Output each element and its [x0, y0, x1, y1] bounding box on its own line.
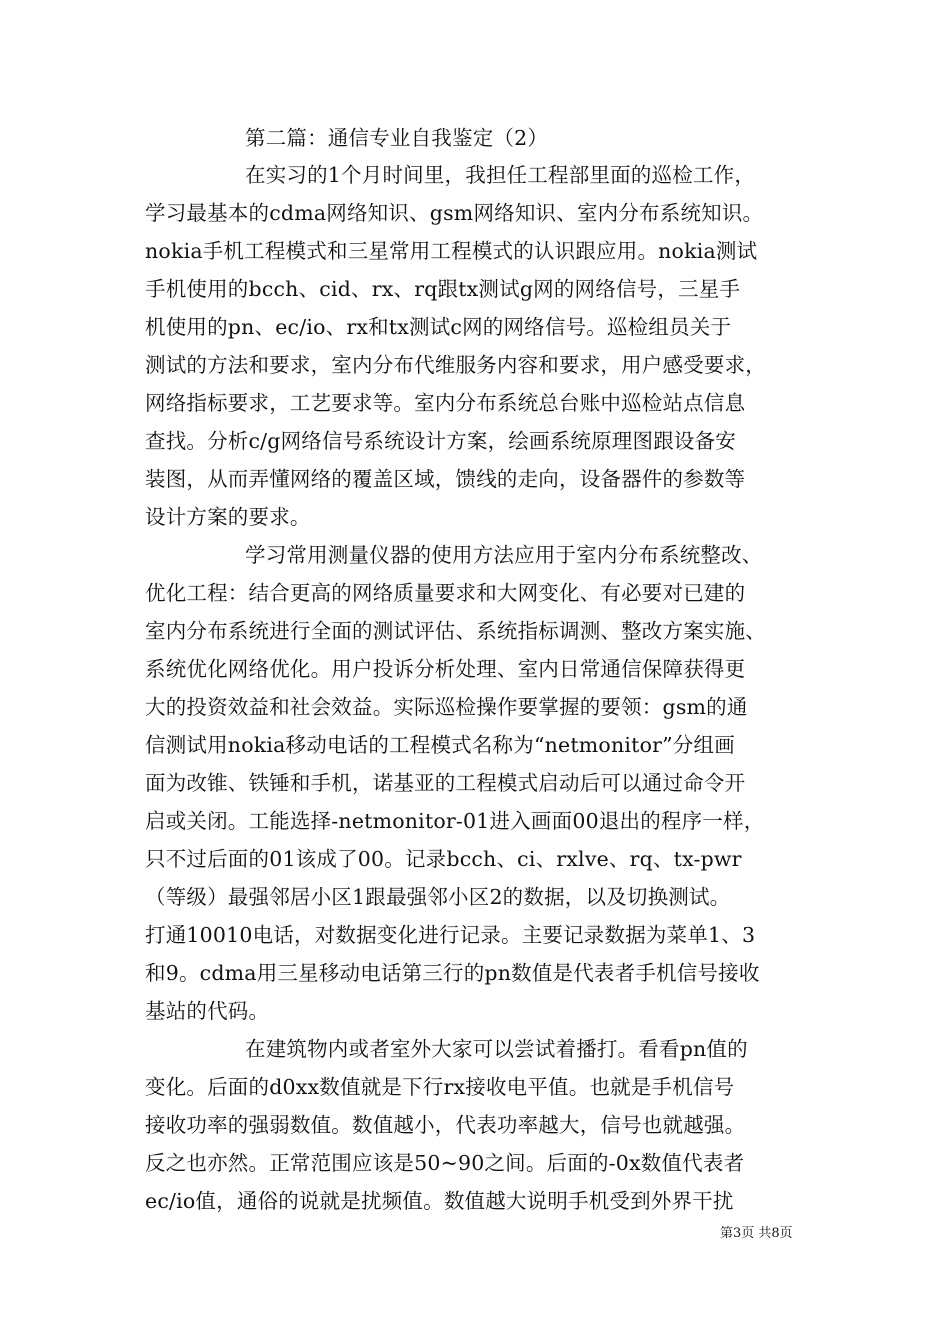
text-line: 接收功率的强弱数值。数值越小，代表功率越大，信号也就越强。 — [145, 1113, 746, 1137]
page-number-footer: 第3页 共8页 — [720, 1226, 793, 1241]
text-line: 面为改锥、铁锤和手机，诺基亚的工程模式启动后可以通过命令开 — [145, 771, 746, 795]
text-line: 装图，从而弄懂网络的覆盖区域，馈线的走向，设备器件的参数等 — [145, 467, 746, 491]
text-line: 信测试用nokia移动电话的工程模式名称为“netmonitor”分组画 — [145, 733, 735, 757]
text-line: 变化。后面的d0xx数值就是下行rx接收电平值。也就是手机信号 — [145, 1075, 735, 1099]
text-line: 在实习的1个月时间里，我担任工程部里面的巡检工作， — [245, 163, 756, 187]
text-line: 学习最基本的cdma网络知识、gsm网络知识、室内分布系统知识。 — [145, 201, 764, 225]
text-line: 优化工程：结合更高的网络质量要求和大网变化、有必要对已建的 — [145, 581, 746, 605]
text-line: 在建筑物内或者室外大家可以尝试着播打。看看pn值的 — [245, 1037, 748, 1061]
text-line: 查找。分析c/g网络信号系统设计方案，绘画系统原理图跟设备安 — [145, 429, 737, 453]
text-line: 设计方案的要求。 — [145, 505, 311, 529]
text-line: 反之也亦然。正常范围应该是50~90之间。后面的-0x数值代表者 — [145, 1151, 745, 1175]
text-line: ec/io值，通俗的说就是扰频值。数值越大说明手机受到外界干扰 — [145, 1189, 734, 1213]
text-line: nokia手机工程模式和三星常用工程模式的认识跟应用。nokia测试 — [145, 239, 758, 263]
text-line: 只不过后面的01该成了00。记录bcch、ci、rxlve、rq、tx-pwr — [145, 847, 742, 871]
section-heading: 第二篇：通信专业自我鉴定（2） — [245, 126, 549, 150]
text-line: 大的投资效益和社会效益。实际巡检操作要掌握的要领：gsm的通 — [145, 695, 748, 719]
text-line: 室内分布系统进行全面的测试评估、系统指标调测、整改方案实施、 — [145, 619, 766, 643]
text-line: 机使用的pn、ec/io、rx和tx测试c网的网络信号。巡检组员关于 — [145, 315, 732, 339]
text-line: 网络指标要求，工艺要求等。室内分布系统总台账中巡检站点信息 — [145, 391, 746, 415]
text-line: 和9。cdma用三星移动电话第三行的pn数值是代表者手机信号接收 — [145, 961, 760, 985]
text-line: 启或关闭。工能选择-netmonitor-01进入画面00退出的程序一样， — [145, 809, 765, 833]
text-line: 测试的方法和要求，室内分布代维服务内容和要求，用户感受要求， — [145, 353, 766, 377]
text-line: 学习常用测量仪器的使用方法应用于室内分布系统整改、 — [245, 543, 763, 567]
text-line: 手机使用的bcch、cid、rx、rq跟tx测试g网的网络信号，三星手 — [145, 277, 741, 301]
text-line: （等级）最强邻居小区1跟最强邻小区2的数据，以及切换测试。 — [145, 885, 731, 909]
text-line: 系统优化网络优化。用户投诉分析处理、室内日常通信保障获得更 — [145, 657, 746, 681]
text-line: 基站的代码。 — [145, 999, 270, 1023]
text-line: 打通10010电话，对数据变化进行记录。主要记录数据为菜单1、3 — [145, 923, 756, 947]
